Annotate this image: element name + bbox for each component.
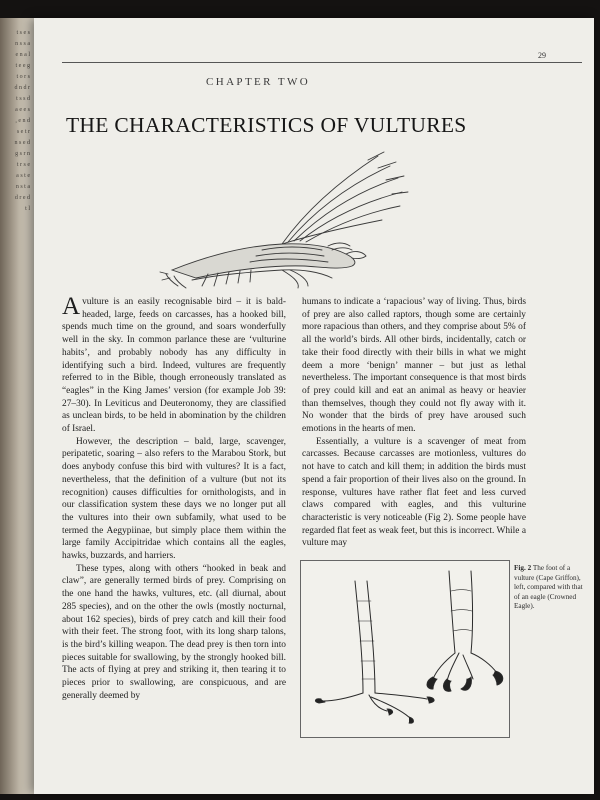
text-column-left — [62, 293, 286, 703]
figure-caption-text: The foot of a vulture (Cape Griffon), left, compared with that of an eagle (Crowned Eagle). — [514, 564, 583, 611]
paragraph-text: vulture is an easily recognisable bird – it is bald-headed, large, feeds on carcasses, has a hooked bill, spends much time on the ground, and soars wonderfully well in the sky. In common parlance these are ‘vulturine habits’, and probably nobody has any difficulty in identifying such a bird. Indeed, vultures are frequently referred to in the Bible, though erroneously translated as “eagles” in the King James’ version (for example Job 39: 27–30). In Leviticus and Deuteronomy, they are classified as unclean birds, to be held in abomination by the children of Israel. — [62, 297, 286, 435]
page-title: THE CHARACTERISTICS OF VULTURES — [66, 113, 467, 137]
figure-caption — [514, 564, 584, 612]
figure-2 — [300, 560, 510, 738]
facing-page-text: t s e s n s s a e n a l t e e g t o r s d n d r t s s d a e e s , e n d s e t r n s e d g s r n t r s e a s t e n s t a d r e d t l — [14, 30, 30, 212]
paragraph: Essentially, a vulture is a scavenger of meat from carcasses. Because carcasses are motionless, vultures do not have to catch and kill them; in addition the birds must spend a fair proportion of their lives also on the ground. In response, vultures have rather flat feet and less curved claws compared with eagles, and this vulturine characteristic is very noticeable (Fig 2). Some people have regarded flat feet as weak feet, but this is incorrect. While a vulture may — [302, 436, 526, 549]
paragraph: These types, along with others “hooked in beak and claw”, are generally termed birds of prey. Comprising on the one hand the hawks, vultures, etc. (all diurnal, about 285 species), and on the other the owls (mostly nocturnal, about 162 species), birds of prey catch and kill their food with their feet. The strong foot, with its long sharp talons, is the bird’s killing weapon. The dead prey is then torn into pieces suitable for swallowing, by the strongly hooked bill. The acts of flying at prey and striking it, then tearing it to pieces prior to swallowing, are conspicuous, and are generally deemed by — [62, 563, 286, 701]
paragraph: However, the description – bald, large, scavenger, peripatetic, soaring – also refers to the Marabou Stork, but does anybody confuse this bird with vultures? It is a fact, nevertheless, that the definition of a vulture (but not its recognition) causes difficulties for ornithologists, and in our classification system these days we no longer put all the vultures into their own subfamily, what used to be termed the Aegypiinae, but simply place them within the large family Accipitridae which contains all the eagles, hawks, buzzards, and harriers. — [62, 436, 286, 562]
facing-page-edge — [0, 18, 36, 794]
figure-label: Fig. 2 — [514, 564, 532, 572]
vulture-and-eagle-feet-illustration — [301, 561, 509, 737]
soaring-vulture-illustration — [132, 146, 432, 291]
chapter-label: CHAPTER TWO — [206, 76, 311, 88]
text-column-right — [302, 296, 526, 550]
drop-cap: A — [62, 293, 81, 320]
header-rule — [62, 62, 582, 63]
page-number: 29 — [538, 51, 546, 60]
paragraph — [62, 293, 286, 436]
paragraph: humans to indicate a ‘rapacious’ way of living. Thus, birds of prey are also called raptors, though some are certainly more rapacious than others, and they comprise about 5% of all the world’s birds. All other birds, incidentally, catch or take their food directly with their bills in what we might deem a more ‘benign’ manner – but just as lethal nevertheless. The important consequence is that most birds of prey could kill and eat an animal as heavy or heavier than themselves, though they could not fly away with it. No wonder that the birds of prey have aroused such emotions in the hearts of men. — [302, 297, 526, 435]
book-page — [34, 18, 594, 794]
